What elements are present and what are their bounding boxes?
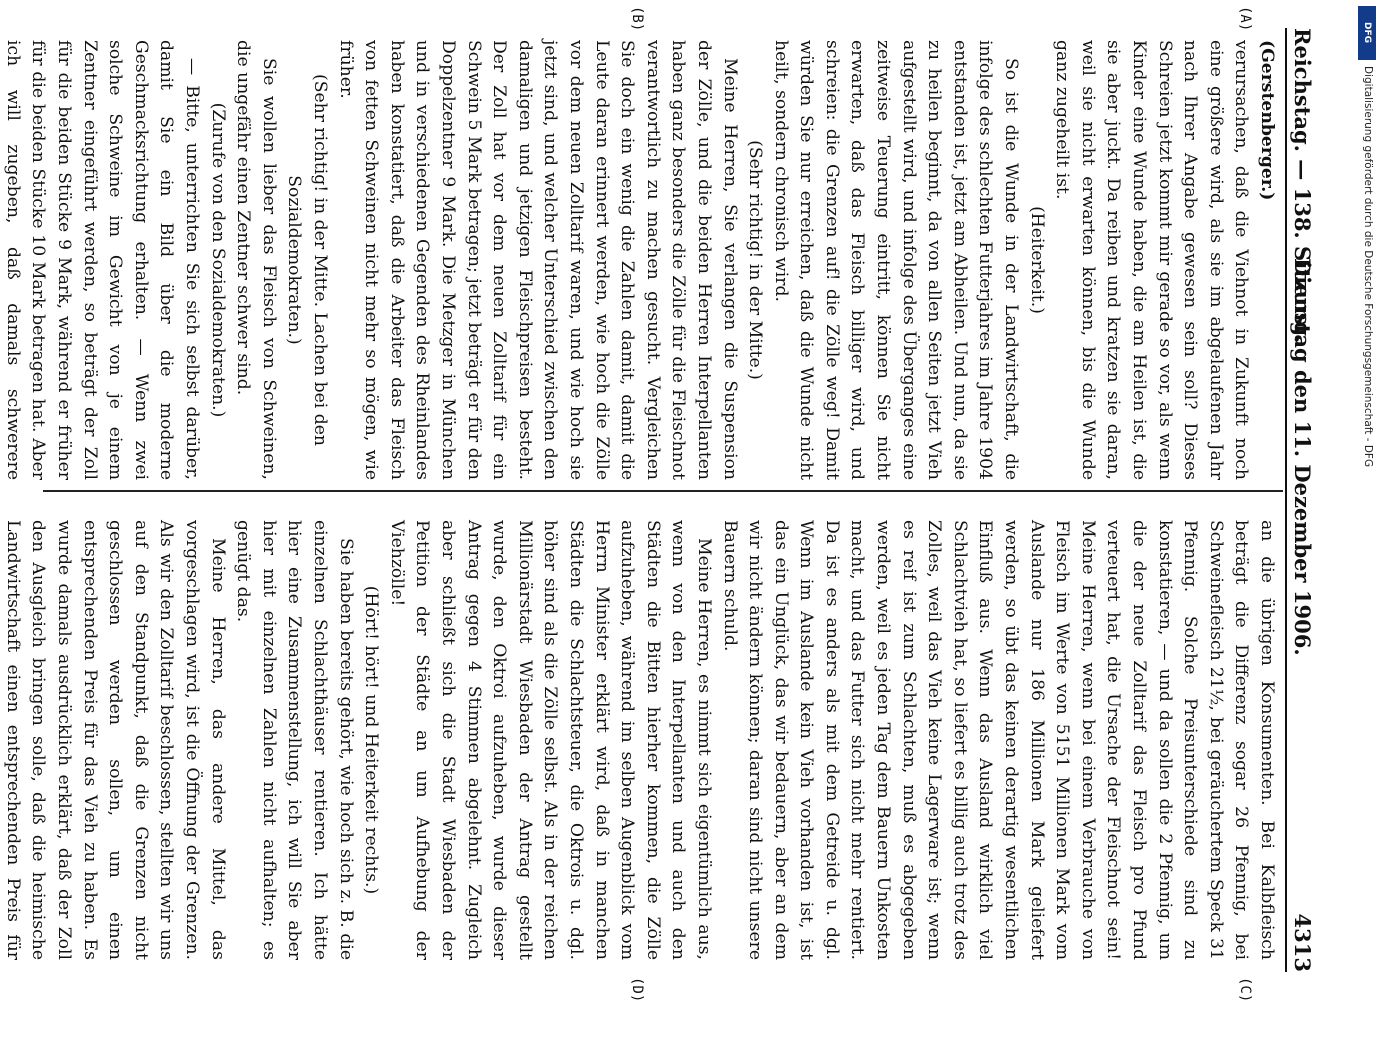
paragraph: — Bitte, unterrichten Sie sich selbst darüber, damit Sie ein Bild über die moderne Geschmacksrichtung erhalten. — Wenn zwei solche Schweine im Gewicht von je einem Zentner eingeführt werden, so beträgt der Zoll für die beiden Stücke 9 Mark, während er früher für die beiden Stücke 10 Mark betragen hat. Aber ich will zugeben, daß damals schwerere xyxy=(2,40,203,480)
funding-note: Digitalisierung gefördert durch die Deutsche Forschungsgemeinschaft - DFG xyxy=(1362,66,1374,468)
dfg-logo: DFG xyxy=(1358,6,1376,60)
margin-mark-a: (A) xyxy=(1237,6,1253,32)
interjection: (Sehr richtig! in der Mitte. Lachen bei den Sozialdemokraten.) xyxy=(284,74,331,446)
header-session: Reichstag. — 138. Sitzung. xyxy=(1290,28,1315,344)
paragraph: an die übrigen Konsumenten. Bei Kalbfleisch beträgt die Differenz sogar 26 Pfennig, bei Schweinefleisch 21½, bei geräuchertem Speck 31 Pfennig. Solche Preisunterschiede sind zu konstatieren, — und da sollen die 2 Pfennig, um die der neue Zolltarif das Fleisch pro Pfund verteuert hat, die Ursache der Fleischnot sein! Meine Herren, wenn bei einem Verbrauche von Fleisch im Werte von 5151 Millionen Mark vom Auslande nur 186 Millionen Mark geliefert werden, so übt das keinen derartig wesentlichen Einfluß aus. Wenn das Ausland wirklich viel Schlachtvieh hat, so liefert es billig auch trotz des Zolles, weil das Vieh keine Lagerware ist; wenn es reif ist zum Schlachten, muß es abgegeben werden, weil es jeden Tag dem Bauern Unkosten macht, und das Futter sich nicht mehr rentiert. Da ist es anders als mit dem Getreide u. dgl. Wenn im Auslande kein Vieh vorhanden ist, ist das ein Unglück, das wir bedauern, aber an dem wir nicht ändern können; daran sind nicht unsere Bauern schuld. xyxy=(719,520,1277,960)
page-number: 4313 xyxy=(1290,913,1315,972)
speaker-name: (Gerstenberger.) xyxy=(1257,40,1277,201)
column-divider xyxy=(43,490,1283,492)
margin-mark-b: (B) xyxy=(629,6,645,32)
header-date: Dienstag den 11. Dezember 1906. xyxy=(1290,258,1315,656)
text-column-right xyxy=(2,520,1279,960)
interjection: (Hört! hört! und Heiterkeit rechts.) xyxy=(361,585,382,895)
margin-mark-c: (C) xyxy=(1237,977,1253,1003)
digitization-credit xyxy=(1356,4,1380,996)
paragraph: Sie haben bereits gehört, wie hoch sich z. B. die einzelnen Schlachthäuser rentieren. Ich hätte hier eine Zusammenstellung, ich will Sie aber hier mit einzelnen Zahlen nicht aufhalten; es genügt das. xyxy=(233,520,356,960)
paragraph: verursachen, daß die Viehnot in Zukunft noch eine größere wird, als sie im abgelaufenen Jahr nach Ihrer Angabe gewesen sein soll? Dieses Schreien jetzt kommt mir gerade so vor, als wenn Kinder eine Wunde haben, die am Heilen ist, die sie aber juckt. Da reiben und kratzen sie daran, weil sie nicht erwarten können, bis die Wunde ganz zugeheilt ist. xyxy=(1052,40,1252,480)
interjection: (Sehr richtig! in der Mitte.) xyxy=(745,140,766,380)
paragraph: Meine Herren, es nimmt sich eigentümlich aus, wenn von den Interpellanten und auch den Städten die Bitten hierher kommen, die Zölle aufzuheben, während im selben Augenblick vom Herrn Minister erklärt wird, daß in manchen Städten die Schlachtsteuer, die Oktrois u. dgl. höher sind als die Zölle selbst. Als in der reichen Millionärstadt Wiesbaden der Antrag gestellt wurde, den Oktroi aufzuheben, wurde dieser Antrag gegen 4 Stimmen abgelehnt. Zugleich aber schließt sich die Stadt Wiesbaden der Petition der Städte an um Aufhebung der Viehzölle! xyxy=(386,520,714,960)
paragraph: So ist die Wunde in der Landwirtschaft, die infolge des schlechten Futterjahres im Jahre 1904 entstanden ist, jetzt am Abheilen. Und nun, da sie zu heilen beginnt, da von allen Seiten jetzt Vieh aufgestellt wird, und infolge des Überganges eine zeitweise Teuerung eintritt, können Sie nicht erwarten, daß das Fleisch billiger wird, und schreien: die Grenzen auf! die Zölle weg! Damit würden Sie nur erreichen, daß die Wunde nicht heilt, sondern chronisch wird. xyxy=(770,40,1022,480)
rotated-page xyxy=(2,0,1335,1003)
paragraph: Meine Herren, das andere Mittel, das vorgeschlagen wird, ist die Öffnung der Grenzen. Als wir den Zolltarif beschlossen, stellten wir uns auf den Standpunkt, daß die Grenzen nicht geschlossen werden sollen, um einen entsprechenden Preis für das Vieh zu haben. Es wurde damals ausdrücklich erklärt, daß der Zoll den Ausgleich bringen solle, daß die heimische Landwirtschaft einen entsprechenden Preis für xyxy=(2,520,228,960)
text-column-left xyxy=(2,40,1279,480)
paragraph: Meine Herren, Sie verlangen die Suspension der Zölle, und die beiden Herren Interpellanten haben ganz besonders die Zölle für die Fleischnot verantwortlich zu machen gesucht. Vergleichen Sie doch ein wenig die Zahlen damit, damit die Leute daran erinnert werden, wie hoch die Zölle vor dem neuen Zolltarif waren, und wie hoch sie jetzt sind, und welcher Unterschied zwischen den damaligen und jetzigen Fleischpreisen besteht. Der Zoll hat vor dem neuen Zolltarif für ein Schwein 5 Mark betragen; jetzt beträgt er für den Doppelzentner 9 Mark. Die Metzger in München und in verschiedenen Gegenden des Rheinlandes haben konstatiert, daß die Arbeiter das Fleisch von fetten Schweinen nicht mehr so mögen, wie früher. xyxy=(335,40,740,480)
running-header xyxy=(1285,28,1317,972)
interjection: (Zurufe von den Sozialdemokraten.) xyxy=(207,102,228,418)
margin-mark-d: (D) xyxy=(629,977,645,1003)
interjection: (Heiterkeit.) xyxy=(1026,206,1047,314)
paragraph: Sie wollen lieber das Fleisch von Schweinen, die ungefähr einen Zentner schwer sind. xyxy=(233,40,279,480)
